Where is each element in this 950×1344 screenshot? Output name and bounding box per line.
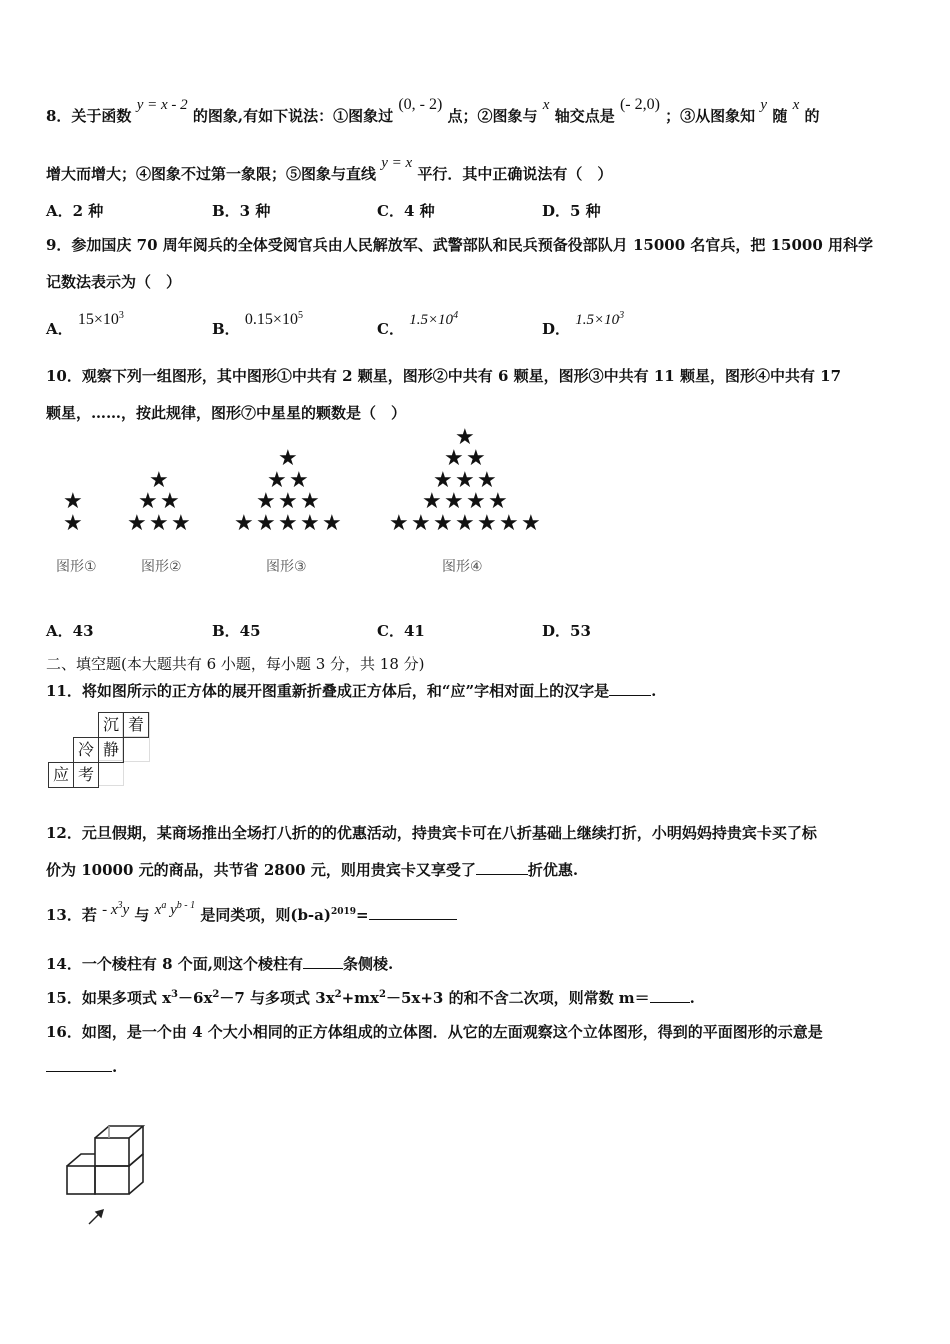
star-icon: ★	[411, 510, 431, 536]
q9-option-d	[542, 308, 625, 338]
q8-text: 平行．其中正确说法有（ ）	[417, 165, 613, 183]
q13-exp: 2019	[330, 907, 357, 917]
q8-text: 的	[804, 107, 820, 125]
star-icon: ★	[300, 489, 320, 514]
star-icon: ★	[455, 510, 475, 536]
net-face-ying: 应	[48, 762, 74, 788]
q8-text: 点；②图象与	[447, 107, 538, 125]
q8-text: 8．关于函数	[46, 107, 132, 125]
q9-label-b: B．	[212, 320, 240, 338]
q12-line2	[46, 859, 578, 880]
q8-option-c: C．4 种	[377, 202, 435, 220]
star-icon: ★	[322, 510, 342, 536]
q10-option-a: A．43	[46, 622, 94, 640]
q8-equation: y = x	[381, 155, 413, 171]
q13-term2-base: x	[154, 902, 162, 918]
net-ghost-cell	[122, 736, 150, 762]
star-icon: ★	[160, 489, 180, 514]
q13-term2-exp: a	[161, 900, 167, 911]
q9-label-d: D．	[542, 320, 571, 338]
q9-option-a	[46, 308, 124, 338]
star-icon: ★	[267, 467, 287, 493]
q10-option-d: D．53	[542, 622, 591, 640]
q8-var: y	[760, 97, 768, 113]
q11-end: .	[651, 682, 657, 700]
q15-text: －5x+3 的和不含二次项，则常数 m＝	[385, 989, 650, 1007]
star-icon: ★	[63, 510, 83, 536]
q11-blank	[609, 683, 651, 696]
star-icon: ★	[477, 510, 497, 536]
q8-text: 轴交点是	[554, 107, 615, 125]
q8-option-d: D．5 种	[542, 202, 601, 220]
q15-exp: 2	[212, 989, 220, 1000]
q9-option-b	[212, 308, 303, 338]
q9-label-a: A．	[46, 320, 73, 338]
star-icon: ★	[63, 489, 83, 514]
q9-label-c: C．	[377, 320, 404, 338]
figure-caption-4: 图形④	[442, 559, 483, 575]
star-icon: ★	[149, 467, 169, 493]
star-icon: ★	[278, 446, 298, 471]
net-face-zhuo: 着	[123, 712, 149, 738]
q15-text: －7 与多项式 3x	[219, 989, 335, 1007]
q15-text: +mx	[341, 989, 379, 1007]
net-face-kao: 考	[73, 762, 99, 788]
q12-line1: 12．元旦假期，某商场推出全场打八折的的优惠活动，持贵宾卡可在八折基础上继续打折，小明妈妈持贵宾卡买了标	[46, 824, 817, 842]
star-icon: ★	[433, 467, 453, 493]
star-icon: ★	[234, 510, 254, 536]
star-icon: ★	[256, 489, 276, 514]
star-icon: ★	[171, 510, 191, 536]
q8-var: x	[542, 97, 550, 113]
q16-line2	[46, 1058, 117, 1076]
net-face-chen: 沉	[98, 712, 124, 738]
star-icon: ★	[455, 424, 475, 450]
q13-eq: =	[356, 906, 369, 924]
q10-option-b: B．45	[212, 622, 261, 640]
q13-line	[46, 900, 457, 925]
cube-stack-figure	[55, 1110, 155, 1230]
star-icon: ★	[389, 510, 409, 536]
net-ghost-cell	[98, 760, 124, 786]
q9-exp-c: 4	[453, 310, 459, 321]
net-face-jing: 静	[98, 737, 124, 763]
q8-text: ；③从图象知	[665, 107, 756, 125]
q9-exp-a: 3	[118, 310, 124, 321]
q8-option-a: A．2 种	[46, 202, 104, 220]
star-icon: ★	[138, 489, 158, 514]
q11-line	[46, 680, 656, 701]
q13-blank	[369, 907, 457, 920]
q15-exp: 2	[334, 989, 342, 1000]
cube-bottom-left	[67, 1166, 95, 1194]
star-icon: ★	[466, 446, 486, 471]
q13-term2-yexp: b - 1	[176, 900, 196, 911]
q14-text: 14．一个棱柱有 8 个面,则这个棱柱有	[46, 955, 303, 973]
q9-value-a: 15×10	[77, 311, 119, 328]
q13-term1	[102, 902, 129, 918]
q15-line	[46, 987, 695, 1008]
q16-end: .	[112, 1058, 118, 1076]
star-icon: ★	[477, 467, 497, 493]
q9-option-c	[377, 308, 459, 338]
section-2-heading: 二、填空题(本大题共有 6 小题，每小题 3 分，共 18 分)	[46, 655, 425, 673]
star-icon: ★	[278, 489, 298, 514]
q13-text: 与	[134, 906, 150, 924]
q8-line1	[46, 96, 820, 126]
view-arrow-icon	[89, 1210, 103, 1224]
figure-caption-1: 图形①	[56, 559, 97, 575]
q16-line1: 16．如图，是一个由 4 个大小相同的正方体组成的立体图．从它的左面观察这个立体图形，得到的平面图形的示意是	[46, 1023, 823, 1041]
cube-top-lid	[95, 1126, 143, 1138]
q13-term1-y: y	[122, 902, 130, 918]
q13-text: 是同类项，则(b-a)	[200, 906, 331, 924]
star-icon: ★	[289, 467, 309, 493]
q8-text: 的图象,有如下说法：①图象过	[192, 107, 394, 125]
q8-point: (0, - 2)	[398, 96, 443, 113]
cube-edge	[129, 1154, 143, 1166]
q9-value-c: 1.5×10	[409, 312, 454, 328]
q8-option-b: B．3 种	[212, 202, 271, 220]
cube-net-figure	[46, 712, 150, 788]
star-icon: ★	[300, 510, 320, 536]
star-icon: ★	[499, 510, 519, 536]
q9-value-b: 0.15×10	[244, 311, 298, 328]
q8-text: 随	[772, 107, 788, 125]
q16-blank	[46, 1059, 112, 1072]
q9-line2: 记数法表示为（ ）	[46, 273, 182, 291]
q12-end: 折优惠.	[527, 861, 579, 879]
star-icon: ★	[521, 510, 541, 536]
q15-text: 15．如果多项式 x	[46, 989, 172, 1007]
net-face-leng: 冷	[73, 737, 99, 763]
star-icon: ★	[488, 489, 508, 514]
q9-line1: 9．参加国庆 70 周年阅兵的全体受阅官兵由人民解放军、武警部队和民兵预备役部队月 15000 名官兵，把 15000 用科学	[46, 236, 874, 254]
q13-term1-base: - x	[102, 902, 118, 918]
q11-text: 11．将如图所示的正方体的展开图重新折叠成正方体后，和“应”字相对面上的汉字是	[46, 682, 610, 700]
q13-text: 13．若	[46, 906, 97, 924]
cube-bottom-left-lid	[67, 1154, 95, 1166]
q8-var: x	[792, 97, 800, 113]
star-icon: ★	[278, 510, 298, 536]
q9-exp-b: 5	[297, 310, 303, 321]
q9-value-d: 1.5×10	[575, 312, 620, 328]
figure-caption-2: 图形②	[141, 559, 182, 575]
q8-point: (- 2,0)	[619, 96, 660, 113]
cube-bottom-right	[95, 1166, 129, 1194]
q10-line2: 颗星，……，按此规律，图形⑦中星星的颗数是（ ）	[46, 404, 407, 422]
q8-line2	[46, 155, 613, 184]
q10-line1: 10．观察下列一组图形，其中图形①中共有 2 颗星，图形②中共有 6 颗星，图形③中共有 11 颗星，图形④中共有 17	[46, 367, 842, 385]
star-icon: ★	[444, 446, 464, 471]
q9-exp-d: 3	[619, 310, 625, 321]
star-icon: ★	[422, 489, 442, 514]
q14-line	[46, 953, 393, 974]
q15-blank	[650, 990, 690, 1003]
q14-text: 条侧棱.	[342, 955, 394, 973]
star-icon: ★	[466, 489, 486, 514]
star-icon: ★	[256, 510, 276, 536]
star-icon: ★	[127, 510, 147, 536]
q15-exp: 2	[379, 989, 386, 1000]
cube-top-front	[95, 1138, 129, 1166]
star-icon: ★	[149, 510, 169, 536]
star-icon: ★	[433, 510, 453, 536]
figure-caption-3: 图形③	[266, 559, 307, 575]
q13-term2-y: y	[170, 902, 177, 918]
q13-term1-exp: 3	[117, 900, 123, 911]
star-icon: ★	[444, 489, 464, 514]
q15-end: .	[689, 989, 695, 1007]
q8-equation: y = x - 2	[136, 97, 188, 113]
q14-blank	[303, 956, 343, 969]
q8-text: 增大而增大；④图象不过第一象限；⑤图象与直线	[46, 165, 377, 183]
q10-option-c: C．41	[377, 622, 425, 640]
q15-exp: 3	[171, 989, 179, 1000]
q12-blank	[476, 862, 528, 875]
q12-text: 价为 10000 元的商品，共节省 2800 元，则用贵宾卡又享受了	[46, 861, 476, 879]
star-icon: ★	[455, 467, 475, 493]
q13-term2	[155, 902, 195, 918]
q15-text: －6x	[178, 989, 213, 1007]
